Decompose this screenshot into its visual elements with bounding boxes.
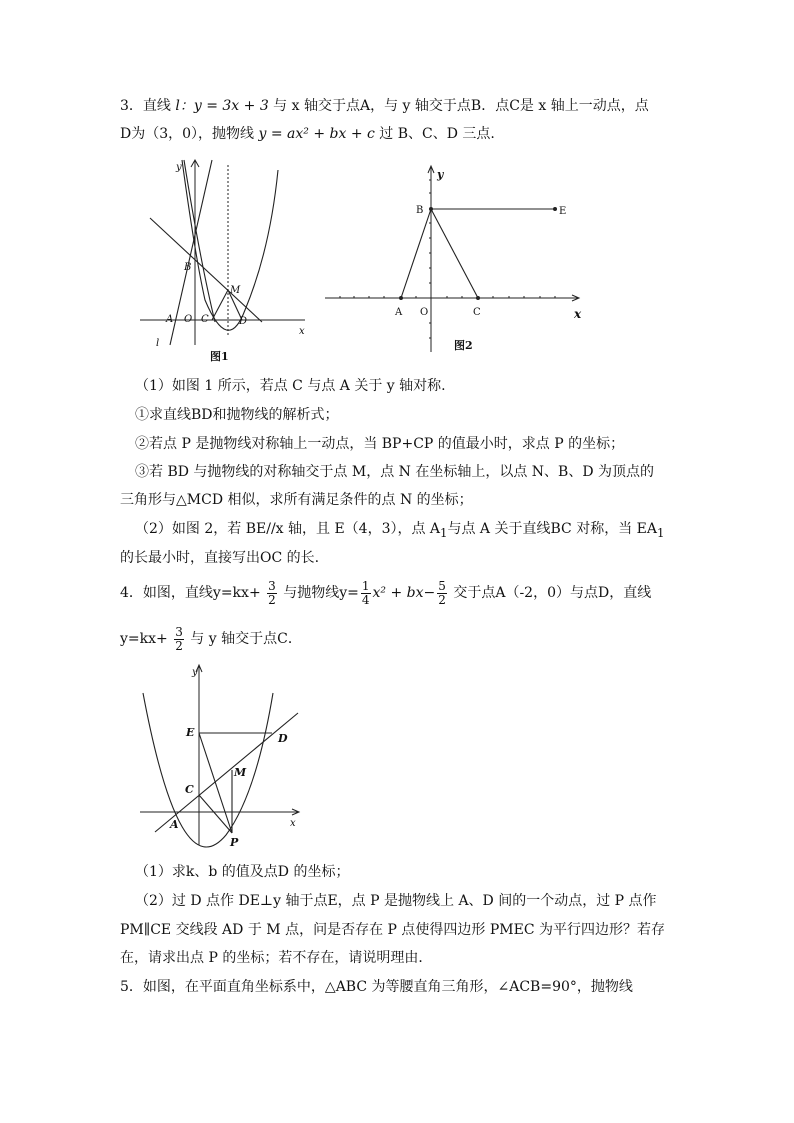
q4-part2c: 在，请求出点 P 的坐标；若不存在，请说明理由． xyxy=(120,950,433,966)
fig1-caption: 图1 xyxy=(210,350,229,363)
fig3-label-e: E xyxy=(186,726,195,739)
q4-part2b: PM∥CE 交线段 AD 于 M 点，问是否存在 P 点使得四边形 PMEC 为平行四边形？若存 xyxy=(120,922,665,938)
fig1-label-l: l xyxy=(156,338,160,349)
fig1-label-a: A xyxy=(166,314,174,325)
q5-line1: 5．如图，在平面直角坐标系中，△ABC 为等腰直角三角形，∠ACB=90°，抛物线 xyxy=(120,979,633,995)
fig3-parabola xyxy=(143,693,273,847)
q4-frac-1: $\frac{3}{2}$ xyxy=(268,578,276,607)
fig3-label-x: x xyxy=(290,818,296,829)
fig1-label-b: B xyxy=(184,262,192,273)
fig2-label-a: A xyxy=(395,307,403,318)
fig3-label-m: M xyxy=(234,766,247,779)
fig2-segment-bc xyxy=(431,209,478,298)
fig1-parabola xyxy=(182,160,278,330)
figure-1 xyxy=(140,155,320,365)
q3-part1: （1）如图 1 所示，若点 C 与点 A 关于 y 轴对称. xyxy=(135,378,446,394)
fig2-point-e xyxy=(553,207,557,211)
figure-3 xyxy=(135,660,310,850)
fig3-label-c: C xyxy=(185,783,194,796)
q4-frac-4: $\frac{3}{2}$ xyxy=(175,624,183,653)
fig1-label-d: D xyxy=(239,316,248,327)
fig3-label-y: y xyxy=(192,667,198,678)
fig2-ticks xyxy=(340,180,555,338)
fig1-label-y: y xyxy=(176,162,182,173)
fig2-point-b xyxy=(429,207,433,211)
q3-part2a: （2）如图 2，若 BE//x 轴，且 E（4，3），点 $A_1$与点 A 关于直线BC 对称，当 $EA_1$ xyxy=(135,521,665,540)
fig3-label-d: D xyxy=(278,732,288,745)
fig3-segment-cp xyxy=(199,795,232,833)
fig2-label-b: B xyxy=(416,205,424,216)
q4-part2a: （2）过 D 点作 DE⊥y 轴于点E，点 P 是抛物线上 A、D 间的一个动点，过 P 点作 xyxy=(135,893,657,909)
fig1-label-m: M xyxy=(230,285,241,296)
figure-2 xyxy=(320,160,590,360)
q3-line2: D为（3，0），抛物线 y = ax² + bx + c 过 B、C、D 三点. xyxy=(120,126,495,142)
q4-line2: y=kx+ $\frac{3}{2}$ 与 y 轴交于点C． xyxy=(120,624,302,653)
fig2-segment-ab xyxy=(401,209,431,298)
q3-sub3a: ③若 BD 与抛物线的对称轴交于点 M，点 N 在坐标轴上，以点 N、B、D 为顶点的 xyxy=(135,464,655,480)
fig3-segment-ep xyxy=(199,733,232,833)
fig3-label-p: P xyxy=(230,836,239,849)
fig2-label-c: C xyxy=(473,307,481,318)
q4-part1: （1）求k、b 的值及点D 的坐标； xyxy=(135,864,350,880)
q4-frac-2: $\frac{1}{4}$ xyxy=(361,578,370,607)
fig3-line-ad xyxy=(155,713,298,832)
q3-part2b: 的长最小时，直接写出OC 的长. xyxy=(120,550,320,566)
q3-sub1: ①求直线BD和抛物线的解析式； xyxy=(135,407,339,423)
fig1-steep-curve xyxy=(184,160,215,322)
q4-frac-3: $\frac{5}{2}$ xyxy=(438,578,446,607)
fig1-label-o: O xyxy=(184,314,193,325)
q3-sub3b: 三角形与△MCD 相似，求所有满足条件的点 N 的坐标； xyxy=(120,492,473,508)
fig3-label-a: A xyxy=(170,818,179,831)
fig2-caption: 图2 xyxy=(454,339,473,352)
fig2-label-o: O xyxy=(420,307,429,318)
q4-line1: 4．如图，直线y=kx+ $\frac{3}{2}$ 与抛物线y= $\frac{1}{4}$ x² + bx− $\frac{5}{2}$ 交于点A（-2，0）与点D，直线 xyxy=(120,578,652,607)
fig1-label-c: C xyxy=(201,314,209,325)
fig2-label-x: x xyxy=(574,307,582,321)
q3-line1: 3．直线 l：y = 3x + 3 与 x 轴交于点A，与 y 轴交于点B．点C是 x 轴上一动点，点 xyxy=(120,98,649,114)
fig2-label-e: E xyxy=(559,206,567,217)
fig1-segment-cm xyxy=(212,290,228,320)
fig1-label-x: x xyxy=(299,326,305,337)
fig2-point-a xyxy=(399,296,403,300)
fig1-line-bd xyxy=(150,218,262,322)
q3-sub2: ②若点 P 是抛物线对称轴上一动点，当 BP+CP 的值最小时，求点 P 的坐标； xyxy=(135,436,625,452)
fig2-label-y: y xyxy=(437,168,444,181)
fig2-point-c xyxy=(476,296,480,300)
